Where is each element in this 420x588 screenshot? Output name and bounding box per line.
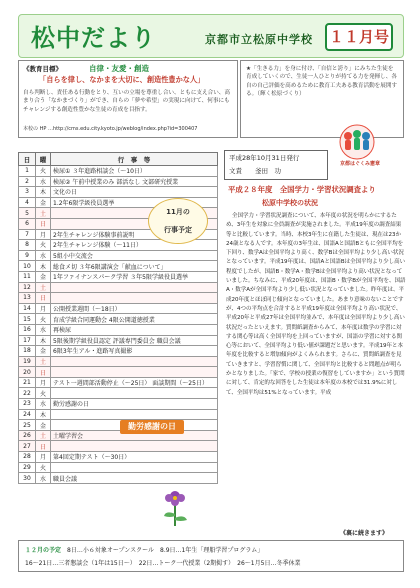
schedule-event: 勤労感謝の日 xyxy=(51,399,218,410)
schedule-row xyxy=(19,282,218,293)
schedule-row xyxy=(19,430,218,441)
schedule-day: 14 xyxy=(19,303,36,314)
schedule-event: テスト一週間部活動停止（～25日） 面談期間（～25日） xyxy=(51,377,218,388)
schedule-day: 7 xyxy=(19,229,36,240)
schedule-event: 1年ファイナンスパーク学習 ３年5限学級役員選挙 xyxy=(51,271,218,282)
newsletter-title: 松中だより xyxy=(31,24,156,52)
schedule-row xyxy=(19,399,218,410)
schedule-event: 検尿① ３年進路相談会（～10日） xyxy=(51,166,218,177)
schedule-weekday: 土 xyxy=(36,430,51,441)
education-goal-box xyxy=(18,60,238,138)
schedule-event xyxy=(51,388,218,399)
schedule-weekday: 金 xyxy=(36,420,51,431)
schedule-day: 2 xyxy=(19,176,36,187)
schedule-weekday: 水 xyxy=(36,324,51,335)
schedule-day: 5 xyxy=(19,208,36,219)
schedule-day: 22 xyxy=(19,388,36,399)
schedule-row xyxy=(19,261,218,272)
schedule-day: 4 xyxy=(19,197,36,208)
schedule-event xyxy=(51,409,218,420)
school-name: 京都市立松原中学校 xyxy=(205,33,313,46)
schedule-event xyxy=(51,356,218,367)
schedule-weekday: 月 xyxy=(36,452,51,463)
schedule-header-weekday: 曜 xyxy=(36,153,51,166)
schedule-row xyxy=(19,462,218,473)
schedule-row xyxy=(19,388,218,399)
publication-date: 平成28年10月31日発行 xyxy=(229,154,300,162)
schedule-day: 18 xyxy=(19,346,36,357)
schedule-weekday: 木 xyxy=(36,187,51,198)
schedule-weekday: 土 xyxy=(36,208,51,219)
schedule-event: 1.2年6限学級役員選挙 xyxy=(51,197,218,208)
schedule-weekday: 木 xyxy=(36,261,51,272)
schedule-event xyxy=(51,441,218,452)
schedule-row xyxy=(19,335,218,346)
schedule-weekday: 金 xyxy=(36,271,51,282)
schedule-day: 29 xyxy=(19,462,36,473)
schedule-weekday: 月 xyxy=(36,377,51,388)
footer-label: １２月の予定 xyxy=(25,547,62,554)
labor-thanksgiving-label: 勤労感謝の日 xyxy=(120,420,184,434)
schedule-day: 9 xyxy=(19,250,36,261)
schedule-event: 育成学級合同運動会 4限公開道徳授業 xyxy=(51,314,218,325)
schedule-weekday: 火 xyxy=(36,314,51,325)
schedule-weekday: 日 xyxy=(36,367,51,378)
schedule-header-row xyxy=(19,153,218,166)
schedule-day: 25 xyxy=(19,420,36,431)
schedule-row xyxy=(19,324,218,335)
schedule-weekday: 月 xyxy=(36,229,51,240)
goal-heading: 《教育目標》 xyxy=(23,65,62,73)
schedule-weekday: 水 xyxy=(36,473,51,484)
schedule-weekday: 火 xyxy=(36,462,51,473)
issue-month: １１月号 xyxy=(325,23,393,51)
schedule-row xyxy=(19,473,218,484)
schedule-day: 21 xyxy=(19,377,36,388)
schedule-weekday: 火 xyxy=(36,240,51,251)
schedule-event: 公開授業週間（～18日） xyxy=(51,303,218,314)
schedule-row xyxy=(19,303,218,314)
goal-keywords: 自律・友愛・創造 xyxy=(89,64,149,73)
schedule-event xyxy=(51,293,218,304)
publication-responsible: 文責 釜田 功 xyxy=(229,167,281,175)
schedule-row xyxy=(19,346,218,357)
schedule-weekday: 火 xyxy=(36,166,51,177)
footer-line-1-text: 8日…小６対象オープンスクール 8.9日…1年生「理船学習プログラム」 xyxy=(67,547,264,554)
schedule-weekday: 水 xyxy=(36,250,51,261)
schedule-row xyxy=(19,452,218,463)
schedule-event xyxy=(51,282,218,293)
schedule-day: 11 xyxy=(19,271,36,282)
schedule-row xyxy=(19,367,218,378)
schedule-row xyxy=(19,293,218,304)
schedule-row xyxy=(19,420,218,431)
schedule-event: 土曜学習会 xyxy=(51,430,218,441)
schedule-weekday: 水 xyxy=(36,176,51,187)
schedule-event: 総食メ切 ３年6限講演会「献血について」 xyxy=(51,261,218,272)
school-url[interactable]: 本校の HP …http://cms.edu.city.kyoto.jp/weblog/index.php?id=300407 xyxy=(23,126,198,132)
schedule-bubble: 11月の 行事予定 xyxy=(148,198,208,244)
schedule-weekday: 金 xyxy=(36,346,51,357)
schedule-weekday: 木 xyxy=(36,335,51,346)
schedule-day: 30 xyxy=(19,473,36,484)
schedule-weekday: 日 xyxy=(36,441,51,452)
schedule-event: 再検尿 xyxy=(51,324,218,335)
schedule-header-event: 行 事 等 xyxy=(51,153,218,166)
schedule-day: 26 xyxy=(19,430,36,441)
article-subtitle: 松原中学校の状況 xyxy=(262,199,318,207)
schedule-row xyxy=(19,271,218,282)
schedule-day: 28 xyxy=(19,452,36,463)
schedule-weekday: 土 xyxy=(36,282,51,293)
schedule-day: 13 xyxy=(19,293,36,304)
goal-body: 自ら判断し、責任ある行動をとり、互いの立場を尊重し合い、ともに支え合い、高まり合う「なかまづくり」ができ、自らの「夢や希望」の実現に向けて、何事にもチャレンジする創造性豊かな生徒の育成を目指す。 xyxy=(23,90,230,113)
schedule-weekday: 土 xyxy=(36,356,51,367)
schedule-row xyxy=(19,187,218,198)
schedule-weekday: 日 xyxy=(36,218,51,229)
schedule-day: 10 xyxy=(19,261,36,272)
schedule-event: 第4回定期テスト（～30日） xyxy=(51,452,218,463)
hagukumi-logo-text: 京都はぐくみ憲章 xyxy=(339,161,380,167)
schedule-day: 15 xyxy=(19,314,36,325)
masthead xyxy=(18,14,404,58)
schedule-event xyxy=(51,462,218,473)
schedule-row xyxy=(19,176,218,187)
schedule-weekday: 火 xyxy=(36,388,51,399)
flower-illustration xyxy=(160,486,190,526)
schedule-row xyxy=(19,314,218,325)
schedule-row xyxy=(19,377,218,388)
schedule-day: 3 xyxy=(19,187,36,198)
schedule-weekday: 金 xyxy=(36,197,51,208)
article-title: 平成２８年度 全国学力・学習状況調査より xyxy=(228,185,376,194)
schedule-row xyxy=(19,356,218,367)
schedule-weekday: 日 xyxy=(36,293,51,304)
goal-subtitle: 「自らを律し、なかまを大切に、創造性豊かな人」 xyxy=(39,75,205,84)
schedule-event: 5限後期学級役員認定 評議専門委員会 職員会議 xyxy=(51,335,218,346)
schedule-day: 20 xyxy=(19,367,36,378)
schedule-event: 文化の日 xyxy=(51,187,218,198)
schedule-weekday: 木 xyxy=(36,409,51,420)
schedule-event: 2年生チャレンジ体験事前説明 xyxy=(51,229,218,240)
schedule-row xyxy=(19,409,218,420)
footer-line-1 xyxy=(25,545,263,554)
schedule-header-day: 日 xyxy=(19,153,36,166)
schedule-row xyxy=(19,441,218,452)
schedule-event: 職員会議 xyxy=(51,473,218,484)
schedule-event: 5組小中交流会 xyxy=(51,250,218,261)
schedule-day: 24 xyxy=(19,409,36,420)
schedule-day: 16 xyxy=(19,324,36,335)
article-body: 全国学力・学習状況調査について、本年度の状況を明らかにするため、3年生を対象に全員調査が実施されました。平成19年度の調査結果等と比較しています。当時、本校3年生に在籍した生徒は、現在は23か24歳となる人です。本年度の3年生は、国語Aと国語Bともに全国平均を下回り、数学Aは全国平均より高く、数学Bは全国平均より少し高い状況となっています。平成19年度は、国語Aと国語Bは全国平均より少し高い程度でしたが、国語B・数学A・数学Bは全国平均より高い状況となっていました。ちなみに、平成20年度は、国語B・数学Bが全国平均を、国語A・数学Aが全国平均より少し低い状況となっていました。昨年度は、平成20年度とほぼ同じ傾向となっていました。あまり意味のないことですが、4つの平均点を合計すると平成19年度は全国平均より高い状況で、平成20年と平成27年は全国平均並みで、本年度は全国平均より少し高い状況だったといえます。質問紙調査からみて、本年度は数学の学習に対する関心等は高く全国平均を上回っていますが、国語の学習に対する関心等において、全国平均より低い値が課題だと思います。平成19年と本年度を比較すると増加傾向がよくみられます。さらに、質問紙調査を見ていきますと、学習習慣に関して、全国平均と比較すると問題点が明らかとなりました。「家で、学校の授業の復習をしていますか」という質問に対して、肯定的な回答をした生徒は本年度の本校では31.9%に対して、全国平均は51%となっています。平成 xyxy=(226,213,406,396)
schedule-row xyxy=(19,166,218,177)
schedule-weekday: 月 xyxy=(36,303,51,314)
hagukumi-logo-icon xyxy=(334,122,380,160)
schedule-event: 検尿② 午前中授業のみ 部活なし 文部研究授業 xyxy=(51,176,218,187)
schedule-event xyxy=(51,367,218,378)
publication-info xyxy=(224,150,328,180)
schedule-day: 1 xyxy=(19,166,36,177)
schedule-day: 12 xyxy=(19,282,36,293)
schedule-day: 27 xyxy=(19,441,36,452)
schedule-event: 6限3年生アル・進路写真撮影 xyxy=(51,346,218,357)
schedule-weekday: 水 xyxy=(36,399,51,410)
schedule-event: 2年生チャレンジ体験（～11日） xyxy=(51,240,218,251)
december-plan-box xyxy=(18,540,404,572)
footer-line-2: 16～21日…三者懇談会（1年は15日～） 22日…トーク一代授業（2期掲す） 26～1月5日…冬季休業 xyxy=(25,560,301,567)
schedule-day: 6 xyxy=(19,218,36,229)
schedule-day: 17 xyxy=(19,335,36,346)
schedule-day: 19 xyxy=(19,356,36,367)
schedule-day: 8 xyxy=(19,240,36,251)
continued-note: 《裏に続きます》 xyxy=(340,530,389,537)
schedule-row xyxy=(19,250,218,261)
motto-body: ★「生きる力」を身に付け、「自信と誇り」にみちた生徒を育成していくので、生徒一人ひとりが持てる力を発揮し、各自の自己評価を高めるために教育工夫ある教育活動を展開する。（輝く松原づくり） xyxy=(246,66,398,98)
schedule-day: 23 xyxy=(19,399,36,410)
